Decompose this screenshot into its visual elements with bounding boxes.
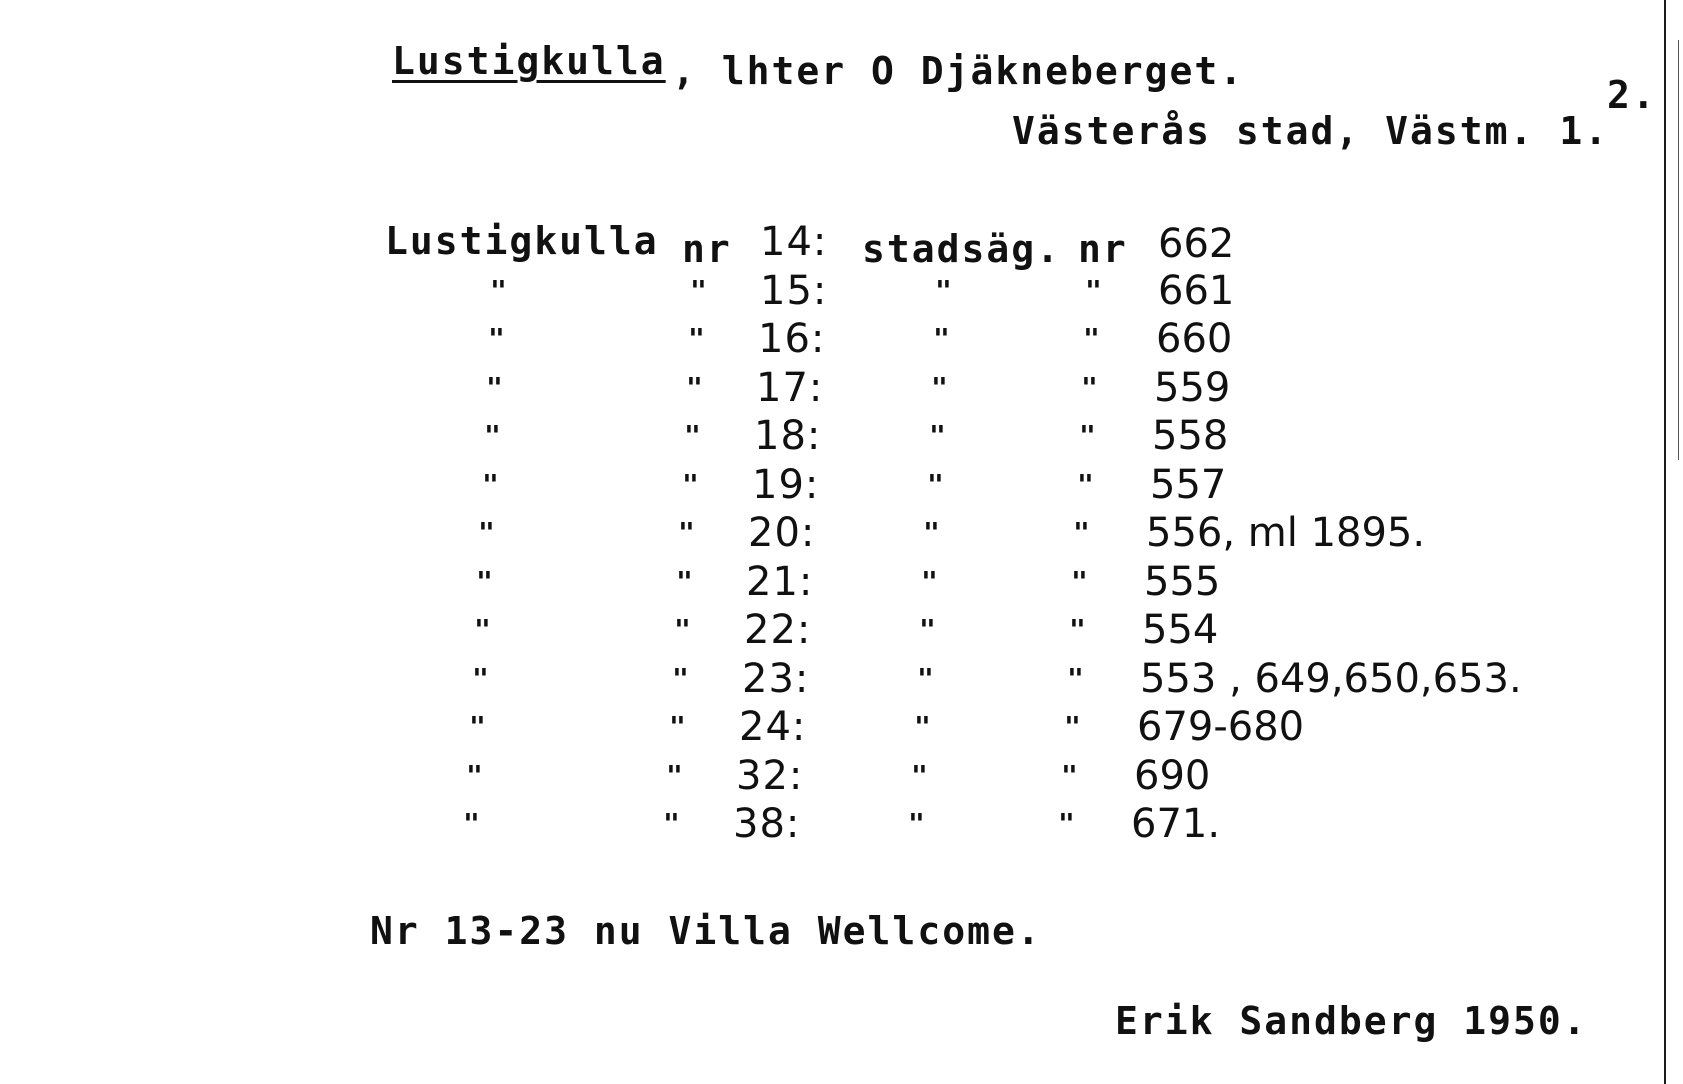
row-nr-label: ": [672, 661, 689, 695]
row-property-value: 553 , 649,650,653.: [1140, 655, 1522, 702]
heading-location: , lhter O Djäkneberget.: [672, 49, 1245, 93]
row-property-value: 559: [1154, 364, 1231, 411]
row-number: 19:: [752, 461, 820, 508]
row-number: 32:: [736, 752, 804, 799]
row-place-name: ": [476, 564, 493, 598]
row-place-name: Lustigkulla: [385, 219, 659, 263]
row-property-nr-label: ": [1085, 273, 1102, 307]
row-number: 22:: [744, 607, 812, 653]
row-nr-label: ": [674, 613, 691, 646]
row-property-nr-label: ": [1079, 419, 1096, 452]
row-property-label: ": [935, 273, 952, 307]
row-property-value: 556, ml 1895.: [1146, 510, 1426, 556]
row-nr-label: ": [688, 322, 705, 355]
row-property-label: ": [911, 758, 928, 792]
row-property-label: ": [927, 467, 944, 501]
row-nr-label: ": [663, 807, 680, 840]
heading-place-name: Lustigkulla: [392, 39, 666, 83]
row-nr-label: nr: [682, 227, 732, 271]
row-place-name: ": [484, 419, 501, 452]
row-place-name: ": [472, 661, 489, 695]
row-place-name: ": [490, 273, 507, 307]
row-property-nr-label: ": [1077, 467, 1094, 501]
row-place-name: ": [466, 758, 483, 792]
row-property-value: 660: [1156, 316, 1233, 362]
row-nr-label: ": [676, 564, 693, 598]
row-number: 24:: [739, 704, 807, 750]
row-property-nr-label: ": [1061, 758, 1078, 792]
row-place-name: ": [463, 807, 480, 840]
row-property-label: ": [931, 370, 948, 404]
row-place-name: ": [469, 710, 486, 743]
row-place-name: ": [478, 516, 495, 549]
row-property-label: ": [929, 419, 946, 452]
row-nr-label: ": [669, 710, 686, 743]
row-nr-label: ": [690, 273, 707, 307]
row-property-label: ": [933, 322, 950, 355]
row-property-nr-label: ": [1071, 564, 1088, 598]
row-property-nr-label: ": [1067, 661, 1084, 695]
row-number: 15:: [760, 267, 828, 314]
row-property-value: 671.: [1131, 801, 1221, 847]
card-number: 2.: [1607, 73, 1657, 117]
row-property-label: ": [908, 807, 925, 840]
row-property-label: ": [919, 613, 936, 646]
row-property-nr-label: ": [1073, 516, 1090, 549]
row-property-label: ": [914, 710, 931, 743]
row-property-value: 662: [1158, 221, 1235, 267]
row-number: 14:: [760, 219, 828, 265]
row-place-name: ": [486, 370, 503, 404]
row-nr-label: ": [686, 370, 703, 404]
signature-text: Erik Sandberg 1950.: [1115, 999, 1588, 1043]
row-property-value: 558: [1152, 413, 1229, 459]
card-right-edge-shadow: [1678, 40, 1679, 460]
row-property-nr-label: ": [1058, 807, 1075, 840]
row-number: 16:: [758, 316, 826, 362]
row-property-nr-label: ": [1083, 322, 1100, 355]
row-nr-label: ": [684, 419, 701, 452]
row-nr-label: ": [678, 516, 695, 549]
row-property-nr-label: ": [1081, 370, 1098, 404]
row-number: 20:: [748, 510, 816, 556]
heading-municipality: Västerås stad, Västm. 1.: [1012, 109, 1610, 153]
note-text: Nr 13-23 nu Villa Wellcome.: [370, 909, 1042, 953]
row-number: 38:: [733, 801, 801, 847]
row-property-value: 557: [1150, 461, 1227, 508]
row-property-label: ": [917, 661, 934, 695]
row-property-label: ": [921, 564, 938, 598]
card-right-edge: [1664, 0, 1666, 1084]
row-property-nr-label: ": [1064, 710, 1081, 743]
row-place-name: ": [474, 613, 491, 646]
row-property-label: stadsäg.: [862, 227, 1062, 271]
row-property-nr-label: ": [1069, 613, 1086, 646]
row-property-value: 555: [1144, 558, 1221, 605]
row-nr-label: ": [666, 758, 683, 792]
row-number: 21:: [746, 558, 814, 605]
row-property-value: 661: [1158, 267, 1235, 314]
row-property-value: 554: [1142, 607, 1219, 653]
row-place-name: ": [488, 322, 505, 355]
row-property-nr-label: nr: [1078, 227, 1128, 271]
row-property-value: 679-680: [1137, 704, 1305, 750]
row-nr-label: ": [682, 467, 699, 501]
row-number: 18:: [754, 413, 822, 459]
row-number: 17:: [756, 364, 824, 411]
row-property-value: 690: [1134, 752, 1211, 799]
row-property-label: ": [923, 516, 940, 549]
row-number: 23:: [742, 655, 810, 702]
row-place-name: ": [482, 467, 499, 501]
